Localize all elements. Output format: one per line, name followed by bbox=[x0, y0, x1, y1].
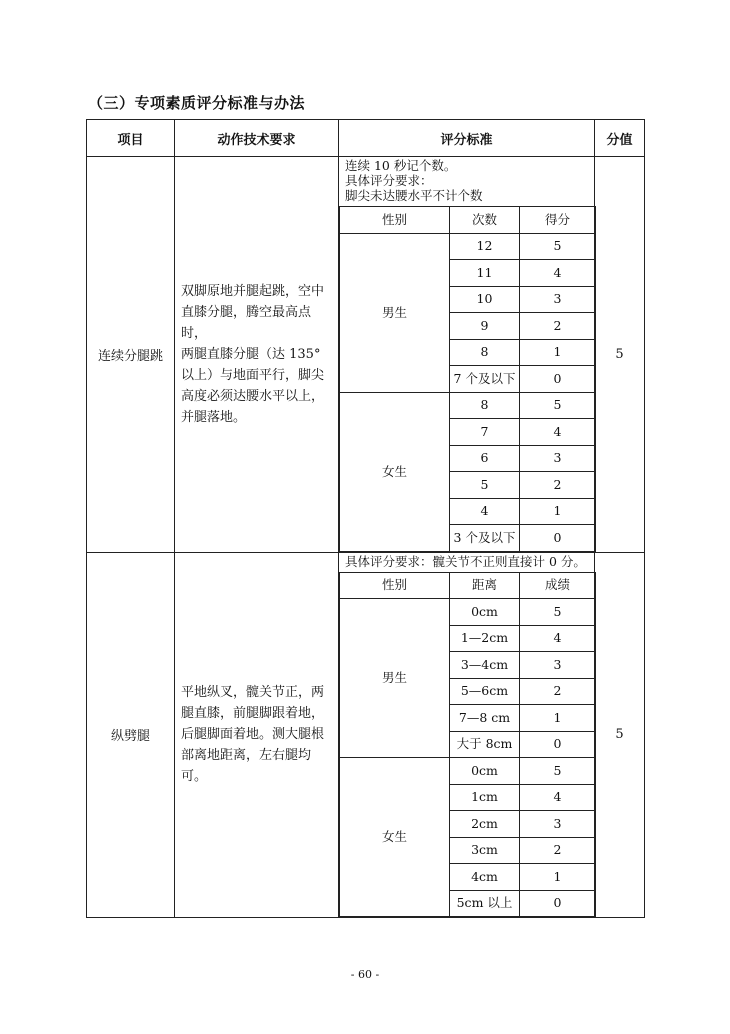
measure-cell: 7 bbox=[450, 419, 520, 446]
requirement-line: 两腿直膝分腿（达 135° bbox=[181, 346, 321, 362]
subtable-column-header: 成绩 bbox=[520, 572, 596, 599]
measure-cell: 5—6cm bbox=[450, 678, 520, 705]
gender-cell: 男生 bbox=[340, 233, 450, 392]
measure-cell: 3 个及以下 bbox=[450, 525, 520, 552]
measure-cell: 0cm bbox=[450, 599, 520, 626]
measure-cell: 5cm 以上 bbox=[450, 890, 520, 917]
item-row bbox=[87, 157, 645, 553]
criteria-note-line: 具体评分要求： bbox=[345, 173, 433, 188]
subtable-row bbox=[340, 599, 596, 626]
header-standard: 评分标准 bbox=[339, 120, 595, 157]
item-criteria bbox=[339, 552, 595, 918]
header-item: 项目 bbox=[87, 120, 175, 157]
subtable-header-row bbox=[340, 207, 596, 234]
item-requirement bbox=[175, 552, 339, 918]
requirement-line: 双脚原地并腿起跳，空中 bbox=[181, 283, 325, 299]
gender-cell: 女生 bbox=[340, 758, 450, 917]
measure-cell: 7 个及以下 bbox=[450, 366, 520, 393]
table-header-row bbox=[87, 120, 645, 157]
item-name: 连续分腿跳 bbox=[87, 157, 175, 553]
criteria-subtable bbox=[339, 206, 596, 552]
requirement-line: 部离地距离，左右腿均可。 bbox=[181, 748, 312, 785]
score-cell: 3 bbox=[520, 286, 596, 313]
score-cell: 0 bbox=[520, 890, 596, 917]
item-row bbox=[87, 552, 645, 918]
measure-cell: 3cm bbox=[450, 837, 520, 864]
criteria-note-line: 脚尖未达腰水平不计个数 bbox=[345, 188, 483, 203]
measure-cell: 12 bbox=[450, 233, 520, 260]
score-cell: 3 bbox=[520, 811, 596, 838]
measure-cell: 9 bbox=[450, 313, 520, 340]
subtable-row bbox=[340, 392, 596, 419]
score-cell: 0 bbox=[520, 731, 596, 758]
subtable-column-header: 次数 bbox=[450, 207, 520, 234]
score-cell: 4 bbox=[520, 625, 596, 652]
score-cell: 2 bbox=[520, 837, 596, 864]
subtable-column-header: 得分 bbox=[520, 207, 596, 234]
requirement-line: 以上）与地面平行，脚尖 bbox=[181, 367, 325, 383]
score-cell: 0 bbox=[520, 525, 596, 552]
score-cell: 1 bbox=[520, 498, 596, 525]
score-cell: 2 bbox=[520, 678, 596, 705]
score-cell: 1 bbox=[520, 864, 596, 891]
item-name: 纵劈腿 bbox=[87, 552, 175, 918]
subtable-column-header: 距离 bbox=[450, 572, 520, 599]
score-cell: 2 bbox=[520, 313, 596, 340]
score-cell: 3 bbox=[520, 652, 596, 679]
section-heading: （三）专项素质评分标准与办法 bbox=[88, 94, 306, 112]
subtable-header-row bbox=[340, 572, 596, 599]
requirement-line: 高度必须达腰水平以上， bbox=[181, 388, 325, 404]
gender-cell: 女生 bbox=[340, 392, 450, 551]
criteria-notes bbox=[339, 157, 594, 206]
subtable-row bbox=[340, 758, 596, 785]
measure-cell: 3—4cm bbox=[450, 652, 520, 679]
gender-cell: 男生 bbox=[340, 599, 450, 758]
score-cell: 5 bbox=[520, 392, 596, 419]
header-requirement: 动作技术要求 bbox=[175, 120, 339, 157]
item-points: 5 bbox=[595, 157, 645, 553]
requirement-line: 后腿脚面着地。测大腿根 bbox=[181, 727, 325, 743]
score-cell: 4 bbox=[520, 419, 596, 446]
subtable-row bbox=[340, 233, 596, 260]
measure-cell: 8 bbox=[450, 392, 520, 419]
subtable-column-header: 性别 bbox=[340, 572, 450, 599]
measure-cell: 11 bbox=[450, 260, 520, 287]
requirement-line: 腿直膝，前腿脚跟着地， bbox=[181, 706, 325, 722]
subtable-column-header: 性别 bbox=[340, 207, 450, 234]
measure-cell: 0cm bbox=[450, 758, 520, 785]
measure-cell: 8 bbox=[450, 339, 520, 366]
score-cell: 3 bbox=[520, 445, 596, 472]
score-cell: 4 bbox=[520, 260, 596, 287]
score-cell: 4 bbox=[520, 784, 596, 811]
scoring-table bbox=[86, 119, 645, 918]
requirement-line: 平地纵叉，髋关节正，两 bbox=[181, 685, 325, 701]
measure-cell: 2cm bbox=[450, 811, 520, 838]
criteria-note-line: 连续 10 秒记个数。 bbox=[345, 158, 457, 173]
score-cell: 5 bbox=[520, 233, 596, 260]
measure-cell: 5 bbox=[450, 472, 520, 499]
page-number: - 60 - bbox=[350, 968, 380, 981]
measure-cell: 1—2cm bbox=[450, 625, 520, 652]
header-score: 分值 bbox=[595, 120, 645, 157]
requirement-line: 直膝分腿，腾空最高点时， bbox=[181, 304, 312, 341]
requirement-line: 并腿落地。 bbox=[181, 409, 247, 425]
measure-cell: 4cm bbox=[450, 864, 520, 891]
measure-cell: 6 bbox=[450, 445, 520, 472]
measure-cell: 大于 8cm bbox=[450, 731, 520, 758]
table-body bbox=[87, 157, 645, 918]
score-cell: 5 bbox=[520, 758, 596, 785]
criteria-notes bbox=[339, 553, 594, 572]
measure-cell: 4 bbox=[450, 498, 520, 525]
score-cell: 1 bbox=[520, 705, 596, 732]
measure-cell: 10 bbox=[450, 286, 520, 313]
score-cell: 1 bbox=[520, 339, 596, 366]
measure-cell: 1cm bbox=[450, 784, 520, 811]
criteria-note-line: 具体评分要求：髋关节不正则直接计 0 分。 bbox=[345, 553, 586, 569]
item-requirement bbox=[175, 157, 339, 553]
item-criteria bbox=[339, 157, 595, 553]
score-cell: 2 bbox=[520, 472, 596, 499]
item-points: 5 bbox=[595, 552, 645, 918]
criteria-subtable bbox=[339, 572, 596, 918]
score-cell: 5 bbox=[520, 599, 596, 626]
measure-cell: 7—8 cm bbox=[450, 705, 520, 732]
score-cell: 0 bbox=[520, 366, 596, 393]
